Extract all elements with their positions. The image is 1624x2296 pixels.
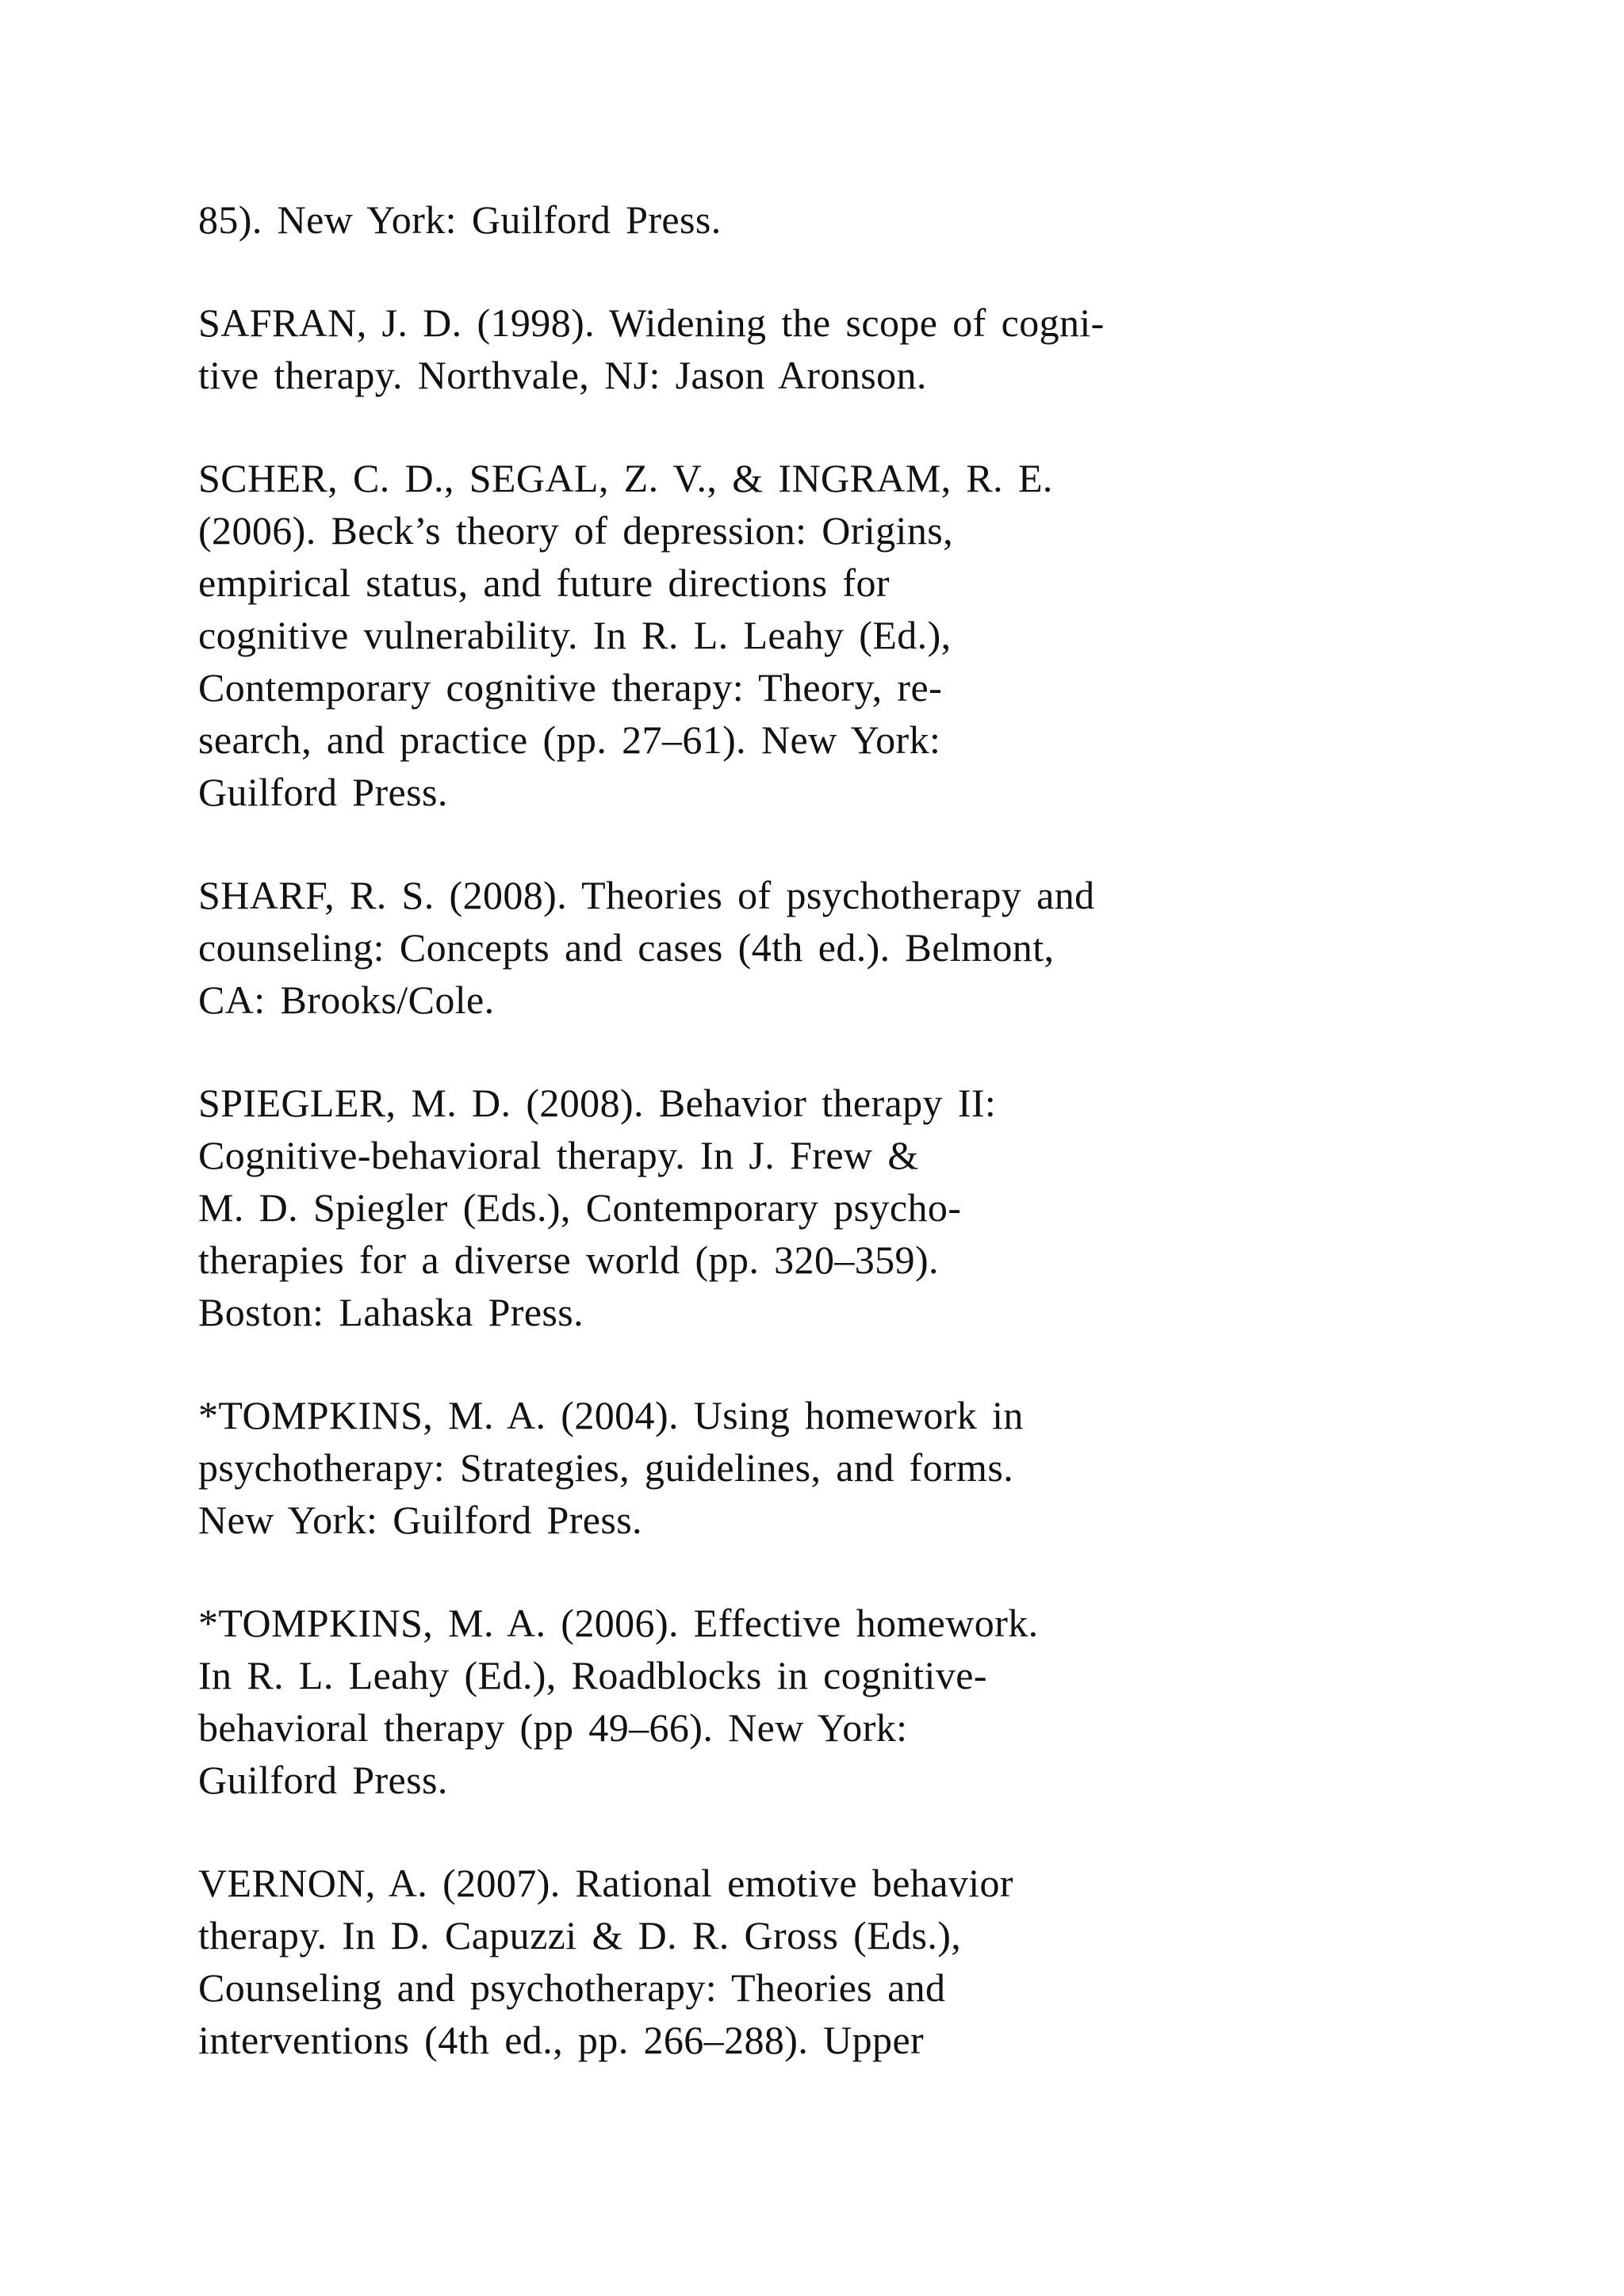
- reference-line: Boston: Lahaska Press.: [198, 1290, 584, 1334]
- reference-line: SAFRAN, J. D. (1998). Widening the scope of cogni-: [198, 300, 1105, 345]
- reference-line: interventions (4th ed., pp. 266–288). Upper: [198, 2018, 925, 2062]
- reference-line: New York: Guilford Press.: [198, 1498, 642, 1542]
- reference-line: SCHER, C. D., SEGAL, Z. V., & INGRAM, R. E.: [198, 456, 1053, 500]
- reference-line: therapies for a diverse world (pp. 320–359).: [198, 1238, 939, 1282]
- reference-line: counseling: Concepts and cases (4th ed.). Belmont,: [198, 925, 1055, 970]
- reference-entry-tompkins-2004: [198, 1389, 1308, 1546]
- reference-line: CA: Brooks/Cole.: [198, 978, 495, 1022]
- reference-line: therapy. In D. Capuzzi & D. R. Gross (Eds.),: [198, 1913, 962, 1957]
- reference-line: *TOMPKINS, M. A. (2004). Using homework in: [198, 1393, 1024, 1437]
- reference-entry-continuation: [198, 193, 1308, 246]
- reference-line: empirical status, and future directions for: [198, 561, 890, 605]
- reference-line: (2006). Beck’s theory of depression: Origins,: [198, 508, 954, 553]
- reference-list: [198, 193, 1308, 2117]
- reference-line: tive therapy. Northvale, NJ: Jason Aronson.: [198, 353, 927, 397]
- reference-entry-vernon-2007: [198, 1857, 1308, 2066]
- reference-line: SPIEGLER, M. D. (2008). Behavior therapy II:: [198, 1081, 997, 1125]
- reference-line: VERNON, A. (2007). Rational emotive behavior: [198, 1861, 1013, 1905]
- reference-entry-tompkins-2006: [198, 1597, 1308, 1806]
- reference-entry-safran-1998: [198, 297, 1308, 401]
- reference-line: M. D. Spiegler (Eds.), Contemporary psycho-: [198, 1185, 962, 1230]
- reference-line: *TOMPKINS, M. A. (2006). Effective homework.: [198, 1601, 1039, 1645]
- reference-line: SHARF, R. S. (2008). Theories of psychotherapy and: [198, 873, 1095, 917]
- reference-line: Counseling and psychotherapy: Theories and: [198, 1965, 946, 2010]
- reference-entry-scher-2006: [198, 452, 1308, 818]
- reference-line: psychotherapy: Strategies, guidelines, and forms.: [198, 1445, 1014, 1490]
- reference-line: cognitive vulnerability. In R. L. Leahy (Ed.),: [198, 613, 952, 657]
- reference-line: Cognitive-behavioral therapy. In J. Frew &: [198, 1133, 919, 1177]
- reference-line: Contemporary cognitive therapy: Theory, re-: [198, 665, 943, 710]
- reference-entry-spiegler-2008: [198, 1077, 1308, 1338]
- reference-line: Guilford Press.: [198, 770, 448, 814]
- reference-line: search, and practice (pp. 27–61). New York:: [198, 718, 941, 762]
- reference-line: behavioral therapy (pp 49–66). New York:: [198, 1705, 908, 1750]
- reference-line: Guilford Press.: [198, 1758, 448, 1802]
- reference-line: 85). New York: Guilford Press.: [198, 197, 722, 242]
- reference-line: In R. L. Leahy (Ed.), Roadblocks in cognitive-: [198, 1653, 987, 1697]
- reference-entry-sharf-2008: [198, 869, 1308, 1026]
